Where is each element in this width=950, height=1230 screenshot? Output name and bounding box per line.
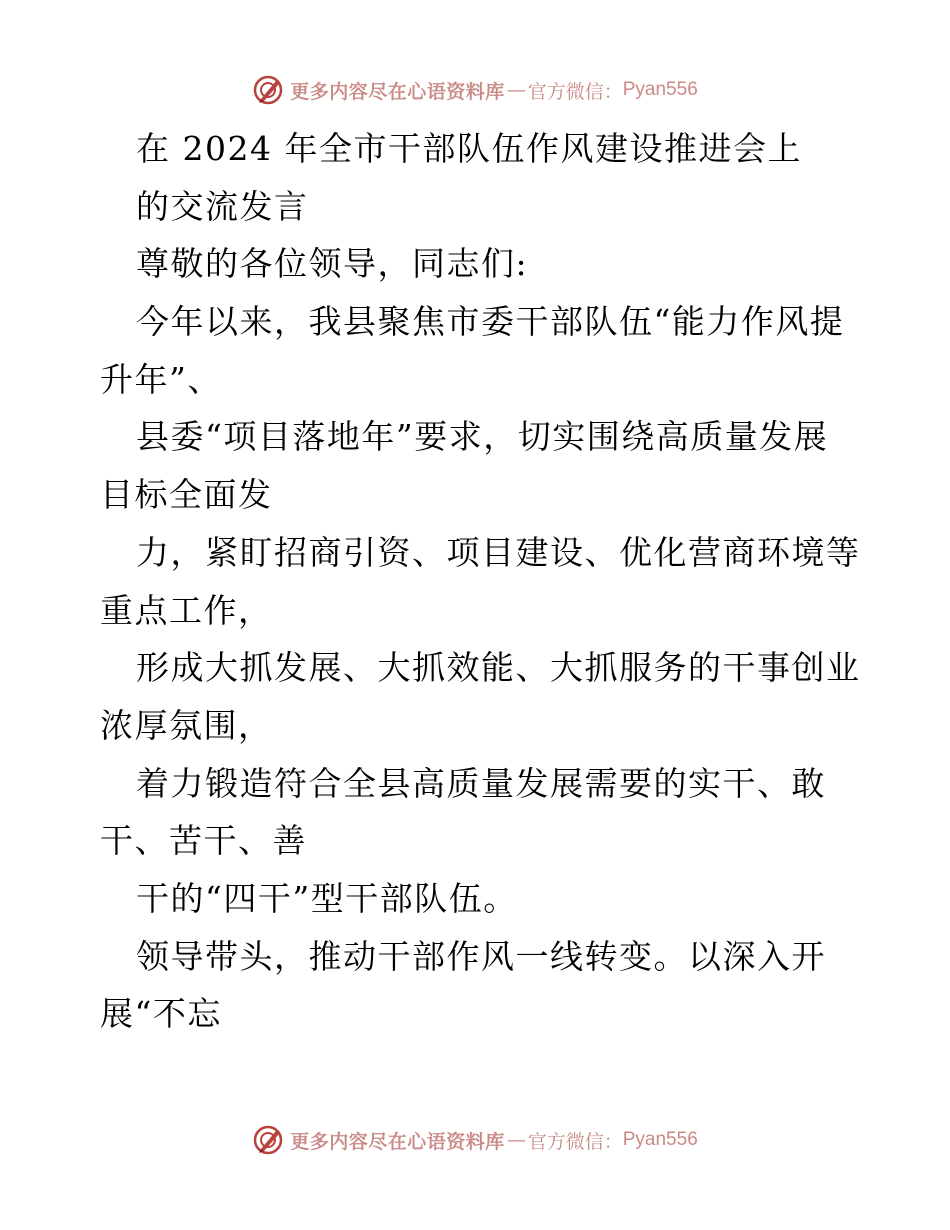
- text-line: 浓厚氛围，: [100, 705, 273, 745]
- watermark-wechat-label: 官方微信：: [527, 1130, 623, 1153]
- text-line: 今年以来，我县聚焦市委干部队伍“能力作风提: [136, 302, 845, 342]
- header-watermark: [0, 72, 950, 108]
- footer-watermark: [0, 1122, 950, 1158]
- text-line: 领导带头，推动干部作风一线转变。以深入开: [136, 936, 826, 976]
- text-line: 着力锻造符合全县高质量发展需要的实干、敢: [136, 763, 826, 803]
- text-line: 的交流发言: [136, 186, 309, 226]
- text-line: 干、苦干、善: [100, 821, 307, 861]
- text-line: 重点工作，: [100, 590, 273, 630]
- pen-logo-icon: [252, 74, 284, 106]
- watermark-site-text: 更多内容尽在心语资料库: [290, 1130, 505, 1153]
- text-line: 尊敬的各位领导，同志们:: [136, 244, 529, 284]
- text-line: 县委“项目落地年”要求，切实围绕高质量发展: [136, 417, 829, 457]
- watermark-wechat-id: Pyan556: [622, 1129, 698, 1150]
- text-line: 在 2024 年全市干部队伍作风建设推进会上: [136, 129, 802, 168]
- text-line: 目标全面发: [100, 475, 273, 515]
- watermark-site-text: 更多内容尽在心语资料库: [290, 80, 505, 103]
- text-line: 升年”、: [100, 359, 222, 399]
- watermark-dash: —: [506, 1129, 526, 1151]
- watermark-wechat-id: Pyan556: [622, 79, 698, 100]
- watermark-wechat-label: 官方微信：: [527, 80, 623, 103]
- text-line: 展“不忘: [100, 994, 222, 1034]
- pen-logo-icon: [252, 1124, 284, 1156]
- text-line: 干的“四干”型干部队伍。: [136, 878, 518, 918]
- document-body: [100, 120, 860, 1043]
- watermark-dash: —: [506, 79, 526, 101]
- text-line: 形成大抓发展、大抓效能、大抓服务的干事创业: [136, 648, 861, 688]
- text-line: 力，紧盯招商引资、项目建设、优化营商环境等: [136, 532, 861, 572]
